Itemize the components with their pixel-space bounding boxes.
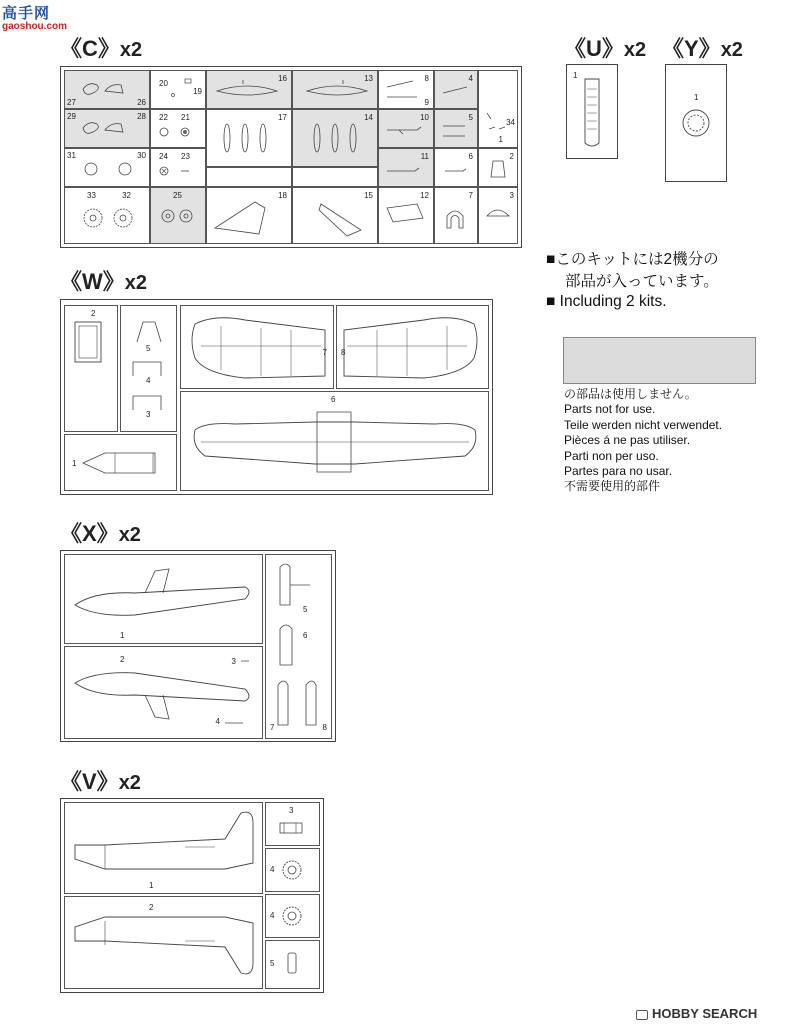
part-cell [206, 187, 292, 244]
part-number: 22 [159, 113, 168, 122]
sprue-w-letter: 《W》 [60, 269, 125, 294]
part-cell [180, 391, 489, 491]
watermark-site-url: gaoshou.com [2, 21, 68, 32]
part-cell [64, 148, 150, 187]
part-drawing [435, 149, 477, 186]
part-drawing [666, 65, 726, 181]
part-number: 2 [91, 309, 96, 318]
part-drawing [65, 803, 262, 893]
part-drawing [266, 941, 319, 988]
part-number: 6 [331, 395, 336, 404]
part-drawing [266, 803, 319, 845]
part-cell [64, 896, 263, 989]
part-drawing [435, 71, 477, 108]
part-drawing [266, 895, 319, 937]
kits-note-jp-1: ■このキットには2機分の [546, 251, 719, 268]
part-drawing [151, 149, 205, 186]
part-number: 29 [67, 112, 76, 121]
legend-zh: 不需要使用的部件 [564, 479, 661, 494]
part-number: 25 [173, 191, 182, 200]
part-number: 1 [694, 93, 699, 102]
sprue-c-letter: 《C》 [60, 36, 120, 61]
legend-jp: の部品は使用しません。 [564, 387, 697, 401]
sprue-v-title [60, 765, 141, 796]
part-cell [64, 646, 263, 739]
part-cell [206, 167, 292, 187]
part-drawing [293, 188, 377, 243]
part-cell [434, 148, 478, 187]
part-cell [378, 109, 434, 148]
part-cell [206, 70, 292, 109]
part-number: 33 [87, 191, 96, 200]
kits-note-jp-2: 部品が入っています。 [565, 273, 719, 290]
part-cell [292, 167, 378, 187]
part-drawing [181, 392, 488, 490]
legend-it: Parti non per uso. [564, 448, 659, 463]
part-number: 4 [468, 74, 473, 83]
part-number: 5 [270, 959, 275, 968]
part-cell [265, 940, 320, 989]
part-number: 5 [303, 605, 308, 614]
part-cell [150, 187, 206, 244]
part-number: 15 [364, 191, 373, 200]
part-drawing [379, 188, 433, 243]
part-drawing [479, 71, 517, 147]
part-number: 14 [364, 113, 373, 122]
part-drawing [207, 188, 291, 243]
part-number: 13 [364, 74, 373, 83]
part-cell [120, 305, 177, 432]
part-drawing [65, 435, 176, 490]
footer-logo-text: HOBBY SEARCH [652, 1006, 758, 1021]
part-drawing [151, 110, 205, 147]
part-number: 30 [137, 151, 146, 160]
part-drawing [435, 110, 477, 147]
part-drawing [65, 149, 149, 186]
hobby-search-logo [636, 1006, 757, 1021]
watermark-site-cn: 高手网 [2, 5, 51, 22]
part-cell [64, 434, 177, 491]
part-drawing [379, 71, 433, 108]
part-number: 2 [120, 655, 125, 664]
part-cell [434, 109, 478, 148]
camera-icon [636, 1010, 648, 1020]
sprue-w-title [60, 265, 147, 296]
part-number: 3 [509, 191, 514, 200]
part-number: 4 [146, 376, 151, 385]
part-cell [336, 305, 489, 389]
part-drawing [151, 71, 205, 108]
part-cell [378, 148, 434, 187]
part-number: 31 [67, 151, 76, 160]
part-number: 1 [72, 459, 77, 468]
part-cell [434, 187, 478, 244]
part-drawing [65, 110, 149, 147]
part-number: 3 [146, 410, 151, 419]
part-number: 10 [420, 113, 429, 122]
part-number: 6 [468, 152, 473, 161]
part-cell [265, 554, 332, 739]
part-cell [265, 894, 320, 938]
sprue-y-frame [665, 64, 727, 182]
part-number: 19 [193, 87, 202, 96]
part-cell [378, 187, 434, 244]
legend-block [564, 387, 784, 495]
part-number: 4 [270, 865, 275, 874]
part-drawing [121, 306, 176, 431]
part-number: 23 [181, 152, 190, 161]
part-drawing [207, 71, 291, 108]
part-cell [150, 70, 206, 109]
sprue-x-letter: 《X》 [60, 521, 119, 546]
part-number: 24 [159, 152, 168, 161]
sprue-c-title [60, 32, 142, 63]
sprue-c-count: x2 [119, 39, 143, 61]
part-number: 16 [278, 74, 287, 83]
sprue-x-count: x2 [118, 524, 141, 546]
part-number: 12 [420, 191, 429, 200]
part-number: 7 [270, 723, 275, 732]
part-number: 3 [289, 806, 294, 815]
part-drawing [337, 306, 488, 388]
sprue-v-letter: 《V》 [60, 769, 119, 794]
part-drawing [266, 849, 319, 891]
part-number: 1 [573, 71, 578, 80]
part-cell [292, 187, 378, 244]
part-cell [64, 305, 118, 432]
legend-fr: Pièces á ne pas utiliser. [564, 433, 691, 448]
part-cell [64, 554, 263, 644]
part-cell [64, 187, 150, 244]
sprue-u-count: x2 [623, 39, 647, 61]
part-cell [150, 148, 206, 187]
part-number: 20 [159, 79, 168, 88]
part-number: 8 [341, 348, 346, 357]
sprue-y-count: x2 [720, 39, 743, 61]
part-cell [292, 70, 378, 109]
part-number: 34 [506, 118, 515, 127]
part-number: 27 [67, 98, 76, 107]
part-number: 6 [303, 631, 308, 640]
part-cell [265, 848, 320, 892]
part-number: 32 [122, 191, 131, 200]
part-cell [64, 802, 263, 894]
part-drawing [435, 188, 477, 243]
part-number: 4 [215, 717, 220, 726]
sprue-w-frame [60, 299, 493, 495]
part-cell [478, 148, 518, 187]
part-drawing [65, 897, 262, 988]
watermark-top [2, 2, 72, 32]
legend-en: Parts not for use. [564, 402, 656, 417]
sprue-y-letter: 《Y》 [662, 36, 721, 61]
sprue-v-count: x2 [118, 772, 141, 794]
part-number: 7 [468, 191, 473, 200]
part-drawing [293, 71, 377, 108]
part-drawing [181, 306, 333, 388]
legend-es: Partes para no usar. [564, 464, 673, 479]
part-number: 5 [468, 113, 473, 122]
part-drawing [479, 149, 517, 186]
part-number: 9 [424, 98, 429, 107]
part-cell [292, 109, 378, 167]
part-cell [478, 187, 518, 244]
part-number: 4 [270, 911, 275, 920]
legend-de: Teile werden nicht verwendet. [564, 417, 723, 432]
part-cell [434, 70, 478, 109]
part-cell [478, 70, 518, 148]
legend-swatch [563, 337, 756, 384]
part-number: 7 [322, 348, 327, 357]
sprue-x-frame [60, 550, 336, 742]
sprue-v-frame [60, 798, 324, 993]
part-cell [265, 802, 320, 846]
part-drawing [479, 188, 517, 243]
part-drawing [65, 306, 117, 431]
part-number: 17 [278, 113, 287, 122]
part-drawing [151, 188, 205, 243]
part-drawing [65, 71, 149, 108]
sprue-y-title [662, 32, 743, 63]
sprue-c-frame [60, 66, 522, 248]
part-cell [378, 70, 434, 109]
sprue-x-title [60, 517, 141, 548]
part-cell [64, 109, 150, 148]
part-number: 21 [181, 113, 190, 122]
part-number: 18 [278, 191, 287, 200]
part-drawing [207, 110, 291, 166]
part-number: 11 [420, 152, 429, 161]
sprue-u-title [564, 32, 646, 63]
part-cell [150, 109, 206, 148]
part-cell [180, 305, 334, 389]
part-drawing [379, 110, 433, 147]
part-number: 2 [509, 152, 514, 161]
part-drawing [65, 647, 262, 738]
part-number: 1 [498, 135, 503, 144]
part-cell [206, 109, 292, 167]
part-drawing [567, 65, 617, 158]
part-number: 8 [424, 74, 429, 83]
part-number: 8 [322, 723, 327, 732]
part-drawing [65, 188, 149, 243]
part-drawing [379, 149, 433, 186]
part-number: 3 [231, 657, 236, 666]
part-drawing [266, 555, 331, 738]
sprue-w-count: x2 [124, 272, 148, 294]
part-drawing [293, 110, 377, 166]
kits-note-en: ■ Including 2 kits. [546, 293, 667, 310]
part-number: 26 [137, 98, 146, 107]
part-number: 2 [149, 903, 154, 912]
part-number: 28 [137, 112, 146, 121]
part-number: 1 [149, 881, 154, 890]
sprue-u-letter: 《U》 [564, 36, 624, 61]
sprue-u-frame [566, 64, 618, 159]
part-number: 1 [120, 631, 125, 640]
part-number: 5 [146, 344, 151, 353]
part-cell [64, 70, 150, 109]
part-drawing [65, 555, 262, 643]
